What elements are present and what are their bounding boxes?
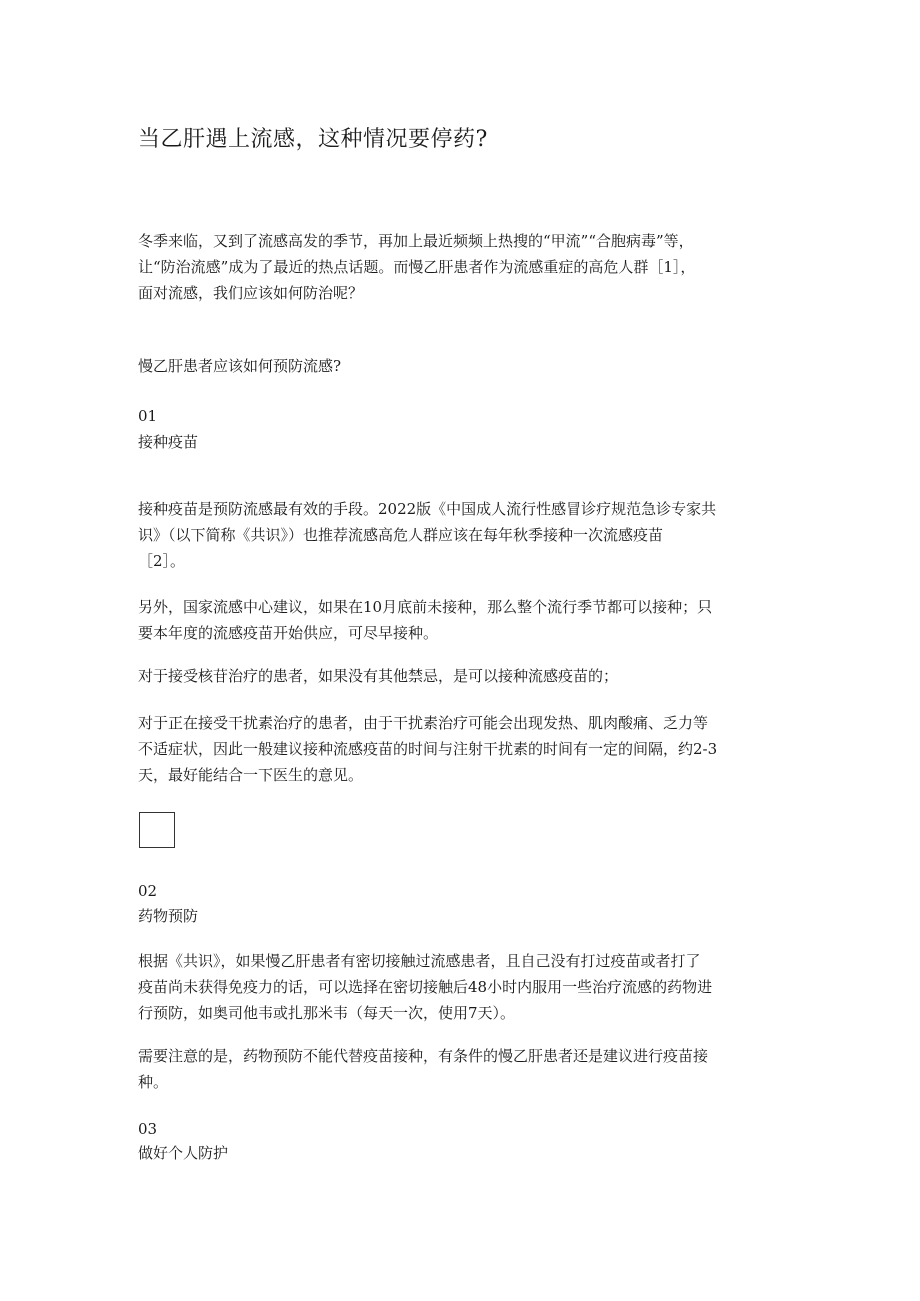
intro-line: 让“防治流感”成为了最近的热点话题。而慢乙肝患者作为流感重症的高危人群［1］， bbox=[138, 258, 696, 276]
article-title: 当乙肝遇上流感，这种情况要停药? bbox=[138, 127, 488, 152]
paragraph-line: 不适症状，因此一般建议接种流感疫苗的时间与注射干扰素的时间有一定的间隔，约2-3 bbox=[138, 740, 718, 758]
intro-line: 冬季来临，又到了流感高发的季节，再加上最近频频上热搜的“甲流”“合胞病毒”等， bbox=[138, 232, 694, 250]
section-1-paragraph-2 bbox=[138, 594, 788, 646]
paragraph-line: ［2］。 bbox=[138, 552, 186, 570]
paragraph-line: 根据《共识》，如果慢乙肝患者有密切接触过流感患者，且自己没有打过疫苗或者打了 bbox=[138, 952, 701, 970]
paragraph-line: 另外，国家流感中心建议，如果在10月底前未接种，那么整个流行季节都可以接种；只 bbox=[138, 598, 713, 616]
section-2-paragraph-1 bbox=[138, 948, 788, 1026]
paragraph-line: 识》（以下简称《共识》）也推荐流感高危人群应该在每年秋季接种一次流感疫苗 bbox=[138, 526, 664, 544]
section-2-heading: 药物预防 bbox=[138, 907, 199, 925]
section-2-paragraph-2 bbox=[138, 1043, 788, 1095]
section-1-paragraph-3 bbox=[138, 663, 788, 689]
intro-paragraph bbox=[138, 228, 788, 306]
section-1-heading: 接种疫苗 bbox=[138, 433, 199, 451]
paragraph-line: 种。 bbox=[138, 1073, 169, 1091]
section-1-paragraph-1 bbox=[138, 496, 788, 574]
paragraph-line: 行预防，如奥司他韦或扎那米韦（每天一次，使用7天）。 bbox=[138, 1004, 516, 1022]
section-1-number: 01 bbox=[138, 407, 158, 425]
section-1-paragraph-4 bbox=[138, 710, 788, 788]
section-question: 慢乙肝患者应该如何预防流感? bbox=[138, 357, 342, 375]
intro-line: 面对流感，我们应该如何防治呢？ bbox=[138, 284, 364, 302]
paragraph-line: 对于接受核苷治疗的患者，如果没有其他禁忌，是可以接种流感疫苗的； bbox=[138, 667, 619, 685]
paragraph-line: 天，最好能结合一下医生的意见。 bbox=[138, 766, 364, 784]
paragraph-line: 对于正在接受干扰素治疗的患者，由于干扰素治疗可能会出现发热、肌肉酸痛、乏力等 bbox=[138, 714, 709, 732]
image-placeholder-box bbox=[139, 812, 175, 848]
paragraph-line: 接种疫苗是预防流感最有效的手段。2022版《中国成人流行性感冒诊疗规范急诊专家共 bbox=[138, 500, 717, 518]
section-3-number: 03 bbox=[138, 1120, 158, 1138]
paragraph-line: 要本年度的流感疫苗开始供应，可尽早接种。 bbox=[138, 624, 439, 642]
section-3-heading: 做好个人防护 bbox=[138, 1144, 229, 1162]
paragraph-line: 需要注意的是，药物预防不能代替疫苗接种，有条件的慢乙肝患者还是建议进行疫苗接 bbox=[138, 1047, 709, 1065]
paragraph-line: 疫苗尚未获得免疫力的话，可以选择在密切接触后48小时内服用一些治疗流感的药物进 bbox=[138, 978, 713, 996]
section-2-number: 02 bbox=[138, 882, 158, 900]
